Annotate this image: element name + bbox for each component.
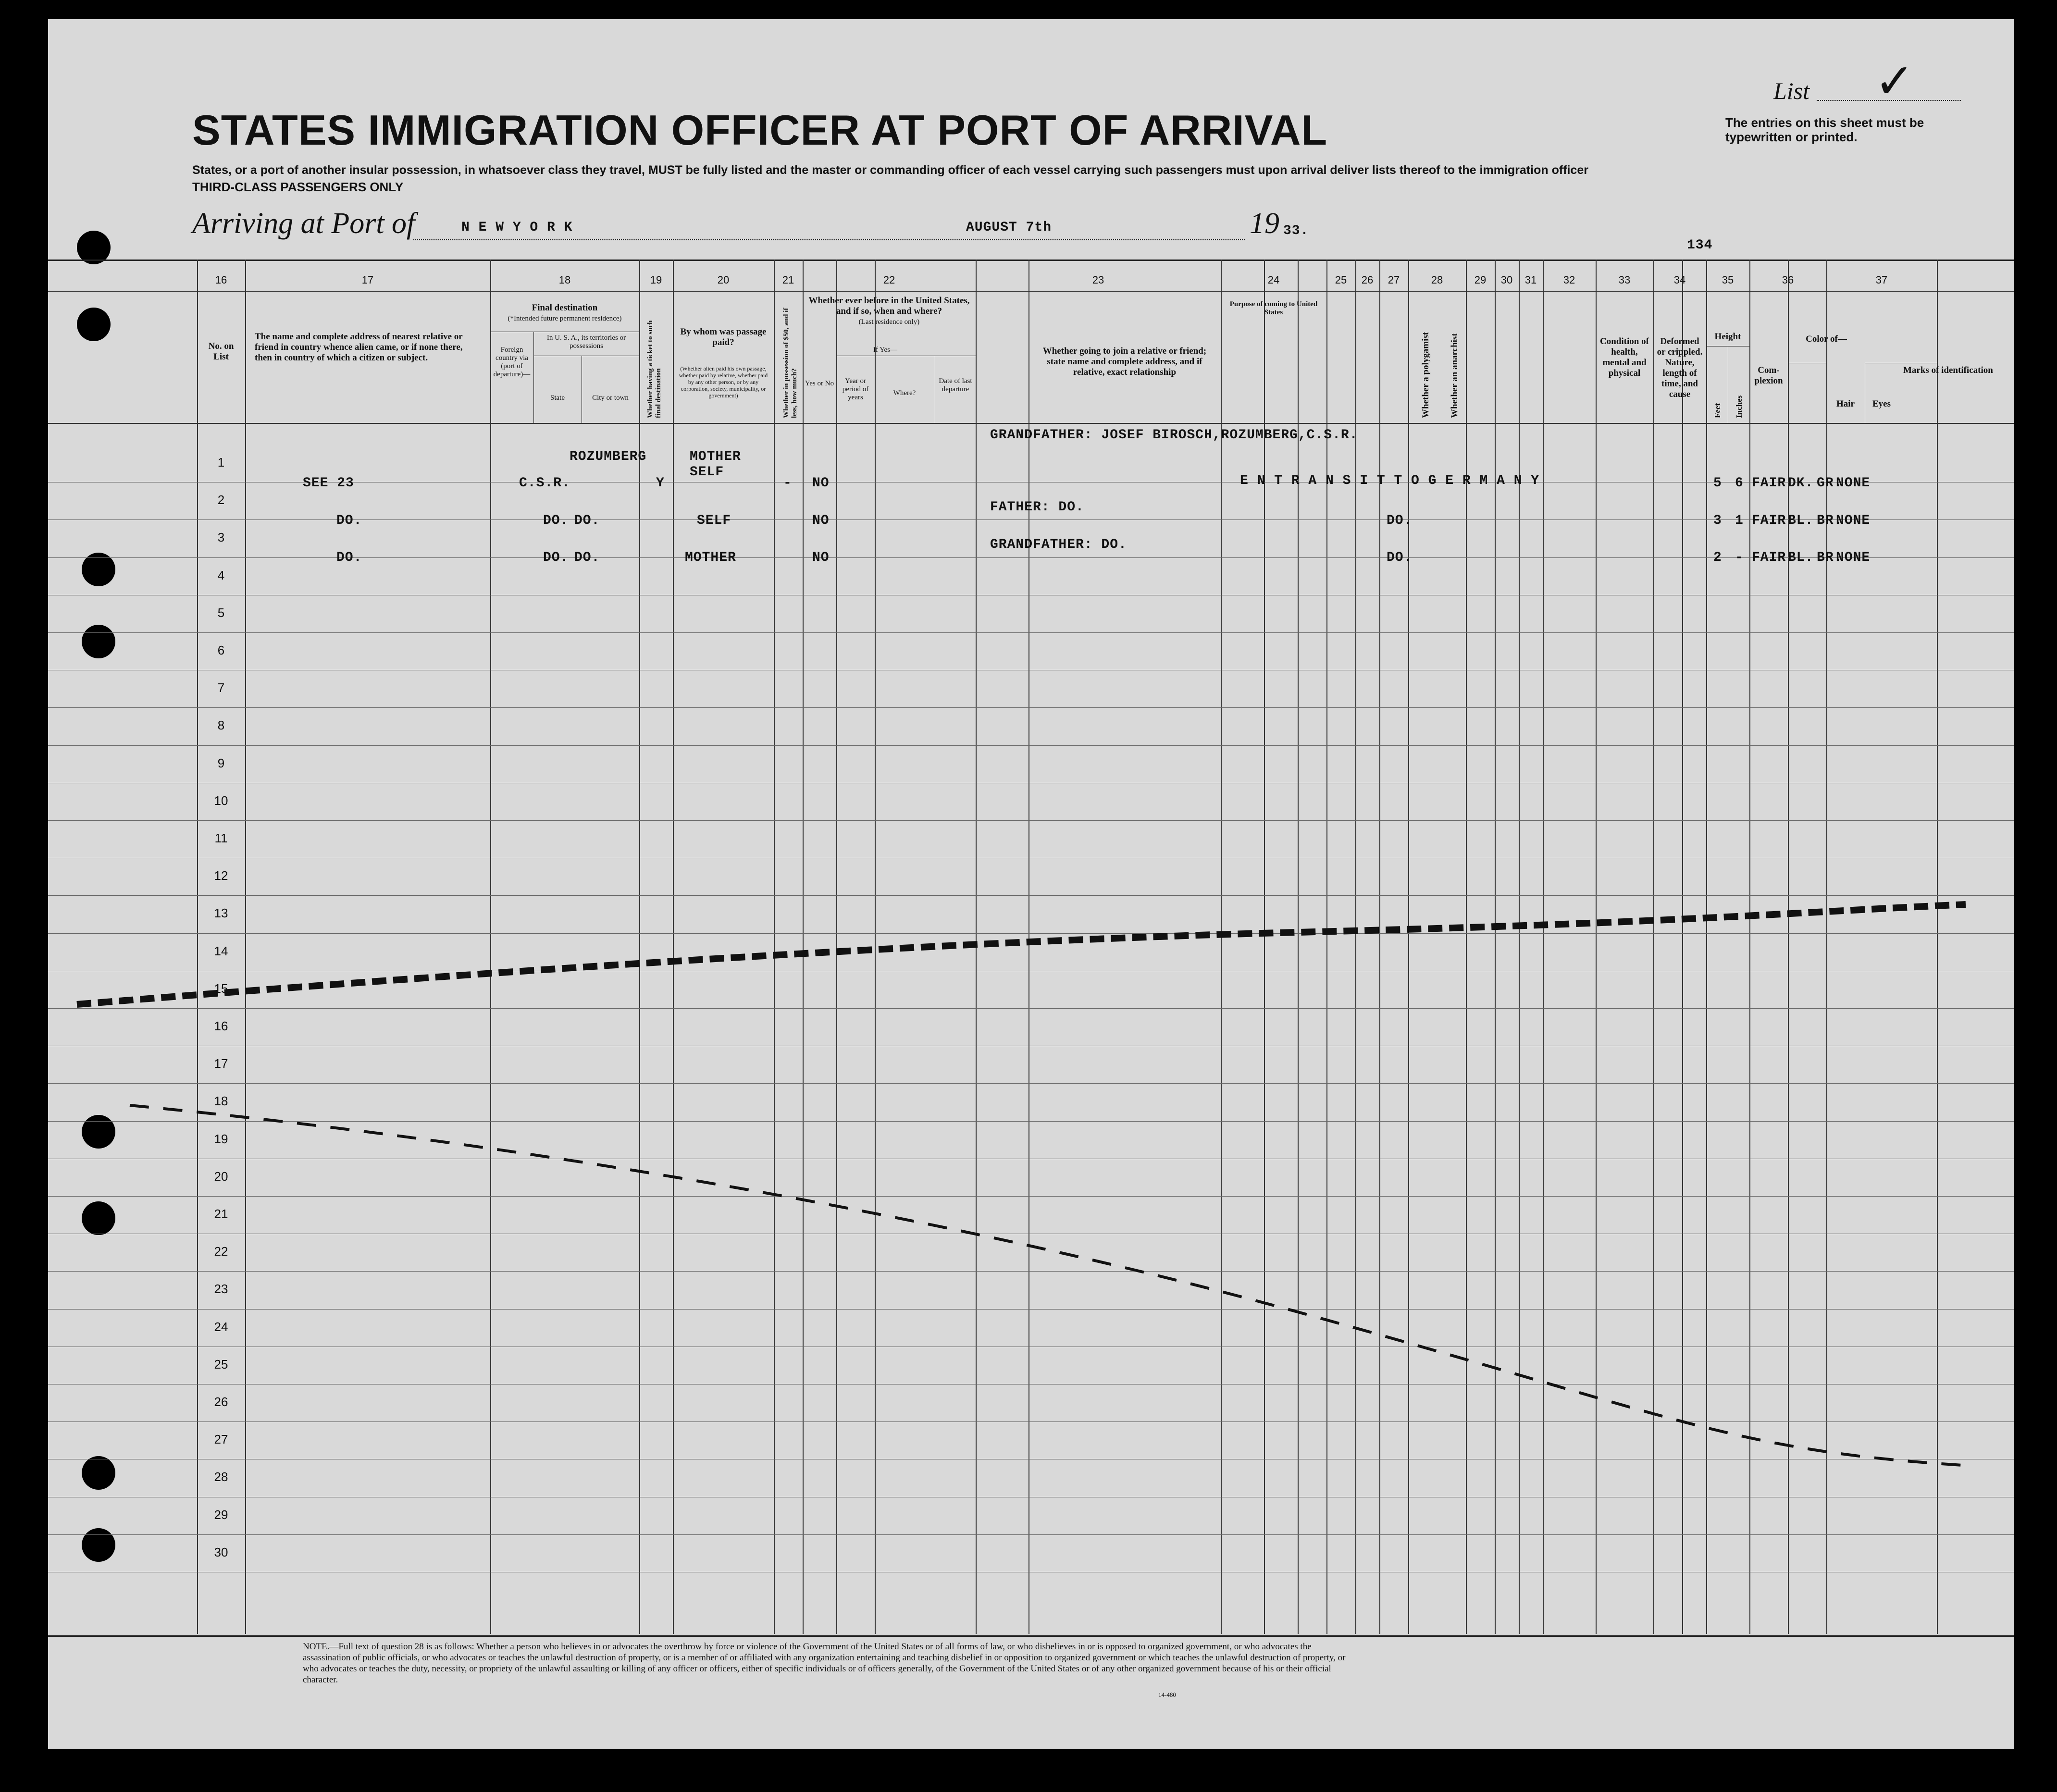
row-1-marks: NONE	[1836, 476, 1871, 491]
col-num: 35	[1722, 274, 1734, 286]
header-final-destination: Final destination	[532, 303, 598, 313]
row-2-purpose: DO.	[1387, 513, 1413, 528]
row-1-hair: DK.	[1788, 476, 1814, 491]
row-number: 24	[214, 1319, 228, 1334]
header-join-relative: Whether going to join a relative or friend; state name and complete address, and if relative, exact relationship	[1042, 346, 1207, 377]
col-num: 30	[1500, 274, 1513, 286]
page-number: 134	[1687, 238, 1713, 253]
row-number: 26	[214, 1395, 228, 1409]
row-3-complexion: FAIR	[1752, 550, 1786, 565]
header-state: State	[550, 394, 565, 402]
header-no-on-list: No. on List	[208, 341, 234, 362]
row-3-city: DO.	[574, 550, 600, 565]
row-number: 15	[214, 981, 228, 996]
port-value: N E W Y O R K	[461, 220, 573, 235]
row-3-relative: DO.	[336, 550, 362, 565]
row-number: 22	[214, 1244, 228, 1259]
header-purpose: Purpose of coming to United States	[1229, 300, 1318, 316]
row-number: 13	[214, 906, 228, 921]
header-paid-by: By whom was passage paid?	[680, 327, 767, 347]
row-1-complexion: FAIR	[1752, 476, 1786, 491]
header-relative: The name and complete address of nearest relative or friend in country whence alien came, or if none there, then in country of which a citizen or subject.	[255, 332, 463, 363]
row-2-marks: NONE	[1836, 513, 1871, 528]
row-1-join-line1: GRANDFATHER: JOSEF BIROSCH,ROZUMBERG,C.S.R.	[990, 428, 1358, 443]
manifest-sheet	[48, 19, 2014, 1749]
row-number: 29	[214, 1507, 228, 1522]
row-3-country: DO.	[543, 550, 569, 565]
row-number: 11	[214, 831, 228, 845]
form-code: 14-480	[1158, 1691, 1176, 1698]
row-2-inches: 1	[1735, 513, 1744, 528]
header-eyes: Eyes	[1872, 399, 1891, 409]
row-3-purpose: DO.	[1387, 550, 1413, 565]
row-2-relative: DO.	[336, 513, 362, 528]
header-where: Where?	[893, 389, 916, 397]
header-yes-or-no: Yes or No	[805, 380, 834, 387]
header-last-residence: (Last residence only)	[858, 318, 920, 326]
header-ever-before: Whether ever before in the United States, and if so, when and where?	[808, 296, 970, 316]
row-3-hair: BL.	[1788, 550, 1814, 565]
header-year-period: Year or period of years	[842, 377, 869, 401]
header-paid-by-note: (Whether alien paid his own passage, whether paid by relative, whether paid by any other person, or by any corporation, society, municipality, or government)	[679, 365, 768, 399]
row-3-inches: -	[1735, 550, 1744, 565]
cancellation-strokes	[48, 19, 2014, 1749]
header-final-destination-note: (*Intended future permanent residence)	[508, 315, 622, 322]
row-number: 20	[214, 1169, 228, 1184]
header-marks: Marks of identification	[1903, 365, 1993, 375]
col-num: 23	[1092, 274, 1104, 286]
header-condition: Condition of health, mental and physical	[1600, 336, 1649, 378]
row-3-ever-before: NO	[812, 550, 830, 565]
list-check-mark: ✓	[1874, 55, 1915, 108]
header-inches: Inches	[1735, 395, 1744, 418]
col-num: 22	[883, 274, 895, 286]
row-3-join: GRANDFATHER: DO.	[990, 537, 1127, 552]
footer-note: NOTE.—Full text of question 28 is as follows: Whether a person who believes in or advocates the overthrow by force or violence of the Government of the United States or of all forms of law, or who disbelieves in or is opposed to organized government, or who advocates the assassination of public officials, or who advocates or teaches the unlawful destruction of property, or is a member of or affiliated with any organization entertaining and teaching disbelief in or opposition to organized government or which teaches the unlawful destruction of property, or who advocates or teaches the duty, necessity, or propriety of the unlawful assaulting or killing of any officer or officers, either of specific individuals or of officers generally, of the Government of the United States or of any other organized government because of his or their official character.	[303, 1642, 1346, 1685]
col-num: 25	[1335, 274, 1347, 286]
header-possession-50: Whether in possession of $50, and if less, how much?	[782, 308, 798, 418]
list-label: List	[1773, 77, 1810, 104]
row-1-eyes: GR.	[1817, 476, 1843, 491]
header-polygamist: Whether a polygamist	[1421, 332, 1431, 418]
row-2-feet: 3	[1713, 513, 1722, 528]
row-2-city: DO.	[574, 513, 600, 528]
row-number: 21	[214, 1207, 228, 1221]
col-num: 16	[215, 274, 227, 286]
col-num: 17	[361, 274, 374, 286]
header-complexion: Com-plexion	[1754, 365, 1783, 386]
header-date-departure: Date of last departure	[939, 377, 972, 393]
row-number: 18	[214, 1094, 228, 1109]
row-2-complexion: FAIR	[1752, 513, 1786, 528]
header-city: City or town	[592, 394, 629, 402]
col-num: 29	[1474, 274, 1487, 286]
row-1-ticket: Y	[656, 476, 665, 491]
row-number: 6	[217, 643, 225, 657]
col-num: 37	[1875, 274, 1888, 286]
row-number: 30	[214, 1545, 228, 1559]
header-feet: Feet	[1713, 403, 1722, 418]
row-1-city: ROZUMBERG	[570, 449, 647, 464]
page-title: STATES IMMIGRATION OFFICER AT PORT OF ARRIVAL	[192, 106, 1328, 154]
year-prefix: 19	[1250, 207, 1279, 240]
header-ticket: Whether having a ticket to such final destination	[646, 320, 662, 418]
row-1-ever-before: NO	[812, 476, 830, 491]
row-2-country: DO.	[543, 513, 569, 528]
row-number: 23	[214, 1282, 228, 1297]
row-number: 12	[214, 868, 228, 883]
row-number: 17	[214, 1056, 228, 1071]
row-1-possession: -	[783, 476, 792, 491]
col-num: 31	[1524, 274, 1537, 286]
header-foreign-country: Foreign country via (port of departure)—	[493, 346, 531, 378]
header-height: Height	[1714, 332, 1741, 342]
row-1-purpose: E N T R A N S I T T O G E R M A N Y	[1240, 473, 1540, 488]
subtitle: States, or a port of another insular possession, in whatsoever class they travel, MUST be fully listed and the master or commanding officer of each vessel carrying such passengers must upon arrival deliver lists thereof to the immigration officer	[192, 163, 1588, 177]
row-number: 2	[217, 493, 225, 507]
header-deformed: Deformed or crippled. Nature, length of time, and cause	[1657, 336, 1703, 399]
row-2-join: FATHER: DO.	[990, 500, 1084, 515]
row-number: 16	[214, 1019, 228, 1033]
row-3-eyes: BR.	[1817, 550, 1843, 565]
row-2-paid-by: SELF	[697, 513, 731, 528]
row-number: 10	[214, 793, 228, 808]
row-number: 14	[214, 943, 228, 958]
row-2-hair: BL.	[1788, 513, 1814, 528]
row-1-feet: 5	[1713, 476, 1722, 491]
row-number: 4	[217, 568, 225, 582]
row-number: 3	[217, 530, 225, 545]
row-number: 27	[214, 1432, 228, 1447]
header-if-yes: If Yes—	[873, 346, 897, 354]
header-anarchist: Whether an anarchist	[1450, 333, 1460, 418]
row-2-ever-before: NO	[812, 513, 830, 528]
row-number: 28	[214, 1470, 228, 1484]
col-num: 19	[650, 274, 662, 286]
year-value: 33.	[1283, 223, 1309, 238]
arriving-label: Arriving at Port of	[192, 207, 415, 240]
row-3-feet: 2	[1713, 550, 1722, 565]
row-number: 7	[217, 680, 225, 695]
row-number: 9	[217, 755, 225, 770]
header-color-of: Color of—	[1806, 334, 1847, 344]
class-note: THIRD-CLASS PASSENGERS ONLY	[192, 180, 404, 194]
col-num: 36	[1782, 274, 1794, 286]
row-1-paid-by: MOTHER SELF	[690, 449, 741, 480]
row-number: 1	[217, 455, 225, 470]
col-num: 26	[1361, 274, 1374, 286]
row-1-relative: SEE 23	[303, 476, 354, 491]
row-number: 25	[214, 1357, 228, 1372]
row-2-eyes: BR.	[1817, 513, 1843, 528]
row-3-paid-by: MOTHER	[685, 550, 736, 565]
col-num: 28	[1431, 274, 1443, 286]
row-1-country: C.S.R.	[519, 476, 570, 491]
col-num: 18	[558, 274, 571, 286]
col-num: 21	[782, 274, 794, 286]
row-3-marks: NONE	[1836, 550, 1871, 565]
header-in-usa: In U. S. A., its territories or possessions	[546, 334, 626, 350]
row-number: 8	[217, 718, 225, 733]
row-1-inches: 6	[1735, 476, 1744, 491]
col-num: 24	[1267, 274, 1280, 286]
col-num: 20	[717, 274, 730, 286]
row-number: 19	[214, 1131, 228, 1146]
header-hair: Hair	[1836, 399, 1855, 409]
entries-note: The entries on this sheet must be typewritten or printed.	[1725, 115, 1924, 144]
col-num: 33	[1618, 274, 1631, 286]
date-value: AUGUST 7th	[966, 220, 1052, 235]
col-num: 34	[1673, 274, 1686, 286]
row-number: 5	[217, 605, 225, 620]
col-num: 32	[1563, 274, 1575, 286]
col-num: 27	[1388, 274, 1400, 286]
